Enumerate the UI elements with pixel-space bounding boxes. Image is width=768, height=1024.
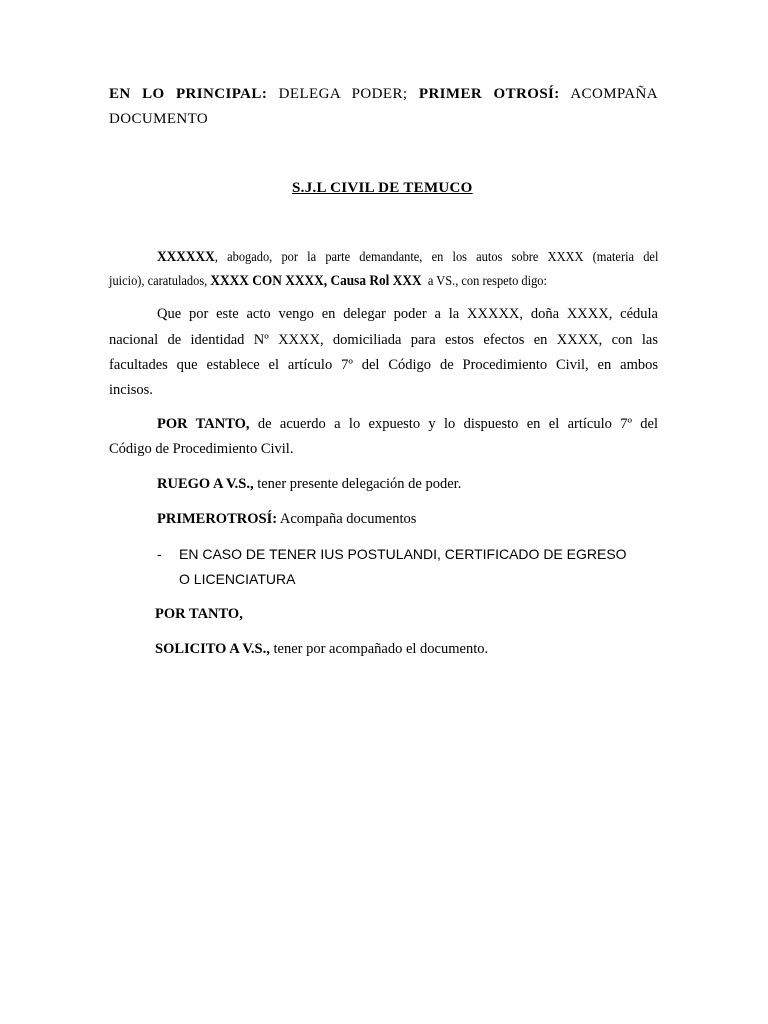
por-tanto-1-label: POR TANTO,: [157, 416, 250, 432]
por-tanto-2: POR TANTO,: [155, 606, 243, 622]
delegation-line-3: facultades que establece el artículo 7º del Código de Procedimiento Civil, en ambos: [109, 357, 658, 373]
por-tanto-1-line-2: Código de Procedimiento Civil.: [109, 441, 294, 457]
primer-otrosi-label: PRIMEROTROSÍ:: [157, 511, 278, 527]
lawyer-name: XXXXXX: [157, 249, 215, 265]
intro-line-1-rest: , abogado, por la parte demandante, en los autos sobre XXXX (materia del: [214, 249, 659, 264]
solicito-line: [155, 641, 488, 658]
intro-line-1: [157, 249, 658, 266]
list-item-line-1: EN CASO DE TENER IUS POSTULANDI, CERTIFICADO DE EGRESO: [179, 546, 627, 562]
otrosi-text: ACOMPAÑA: [570, 86, 658, 102]
primer-otrosi-text: Acompaña documentos: [279, 511, 417, 527]
delegation-line-4: incisos.: [109, 382, 153, 398]
por-tanto-1-text: de acuerdo a lo expuesto y lo dispuesto en el artículo 7º del: [257, 416, 658, 432]
principal-label: EN LO PRINCIPAL:: [109, 86, 268, 102]
list-bullet: -: [157, 546, 162, 562]
ruego-text: tener presente delegación de poder.: [257, 476, 462, 492]
delegation-line-1: Que por este acto vengo en delegar poder a la XXXXX, doña XXXX, cédula: [157, 306, 658, 322]
intro-line-2: [109, 273, 585, 290]
solicito-text: tener por acompañado el documento.: [273, 641, 489, 657]
court-title: S.J.L CIVIL DE TEMUCO: [292, 180, 473, 196]
intro-line-2-start: juicio), caratulados,: [109, 273, 208, 288]
delegation-line-2: nacional de identidad Nº XXXX, domiciliada para estos efectos en XXXX, con las: [109, 332, 658, 348]
list-item-line-2: O LICENCIATURA: [179, 571, 296, 587]
por-tanto-1-line-1: [157, 416, 658, 433]
primer-otrosi-line: [157, 511, 416, 528]
principal-text: DELEGA PODER;: [278, 86, 408, 102]
otrosi-label: PRIMER OTROSÍ:: [418, 86, 560, 102]
heading-line-2: DOCUMENTO: [109, 111, 209, 127]
solicito-label: SOLICITO A V.S.,: [155, 641, 270, 657]
intro-line-2-end: a VS., con respeto digo:: [427, 273, 547, 288]
ruego-label: RUEGO A V.S.,: [157, 476, 254, 492]
case-title: XXXX CON XXXX, Causa Rol XXX: [210, 273, 422, 289]
ruego-line: [157, 476, 461, 493]
heading-line-1: [109, 86, 658, 103]
